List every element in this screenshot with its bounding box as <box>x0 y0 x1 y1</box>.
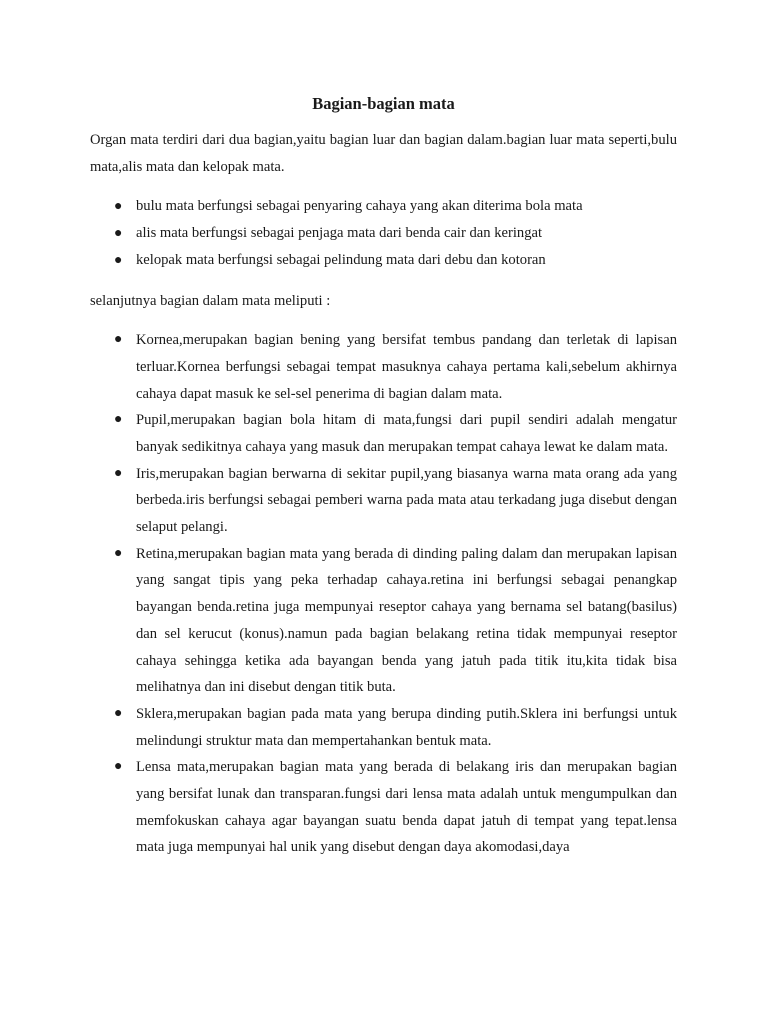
list-item <box>114 193 677 220</box>
list-item-text: Pupil,merupakan bagian bola hitam di mata,fungsi dari pupil sendiri adalah mengatur banyak sedikitnya cahaya yang masuk dan merupakan tempat cahaya lewat ke dalam mata. <box>136 412 677 455</box>
outer-parts-list <box>90 193 677 274</box>
bullet-icon: ● <box>114 253 123 269</box>
list-item <box>114 754 677 861</box>
bullet-icon: ● <box>114 199 123 215</box>
bullet-icon: ● <box>114 412 123 428</box>
document-title: Bagian-bagian mata <box>312 94 455 113</box>
bullet-icon: ● <box>114 332 123 348</box>
document-page <box>90 92 677 861</box>
list-item-text: Sklera,merupakan bagian pada mata yang berupa dinding putih.Sklera ini berfungsi untuk melindungi struktur mata dan mempertahankan bentuk mata. <box>136 705 677 749</box>
list-item <box>114 220 677 247</box>
list-item <box>114 701 677 754</box>
list-item <box>114 407 677 460</box>
bullet-icon: ● <box>114 465 123 481</box>
list-item-text: Lensa mata,merupakan bagian mata yang berada di belakang iris dan merupakan bagian yang bersifat lunak dan transparan.fungsi dari lensa mata adalah untuk mengumpulkan dan memfokuskan cahaya agar bayangan suatu benda dapat jatuh di tempat yang tepat.lensa mata juga mempunyai hal unik yang disebut dengan daya akomodasi,daya <box>136 759 677 856</box>
list-item <box>114 327 677 407</box>
list-item-text: bulu mata berfungsi sebagai penyaring cahaya yang akan diterima bola mata <box>136 198 583 215</box>
list-item-text: Iris,merupakan bagian berwarna di sekitar pupil,yang biasanya warna mata orang ada yang berbeda.iris berfungsi sebagai pemberi warna pada mata atau terkadang juga disebut dengan selaput pelangi. <box>136 465 677 536</box>
bullet-icon: ● <box>114 759 123 775</box>
list-item-text: Kornea,merupakan bagian bening yang bersifat tembus pandang dan terletak di lapisan terluar.Kornea berfungsi sebagai tempat masuknya cahaya pertama kali,sebelum akhirnya cahaya dapat masuk ke sel-sel penerima di bagian dalam mata. <box>136 332 677 402</box>
list-item <box>114 541 677 701</box>
inner-parts-list <box>90 327 677 861</box>
list-item-text: Retina,merupakan bagian mata yang berada di dinding paling dalam dan merupakan lapisan yang sangat tipis yang peka terhadap cahaya.retina ini berfungsi sebagai penangkap bayangan benda.retina juga mempunyai reseptor cahaya yang bernama sel batang(basilus) dan sel kerucut (konus).namun pada bagian belakang retina tidak mempunyai reseptor cahaya sehingga ketika ada bayangan benda yang jatuh pada titik itu,kita tidak bisa melihatnya dan ini disebut dengan titik buta. <box>136 545 677 696</box>
list-item-text: alis mata berfungsi sebagai penjaga mata dari benda cair dan keringat <box>136 225 543 242</box>
inner-intro-paragraph: selanjutnya bagian dalam mata meliputi : <box>90 293 331 310</box>
bullet-icon: ● <box>114 545 123 561</box>
bullet-icon: ● <box>114 705 123 721</box>
list-item-text: kelopak mata berfungsi sebagai pelindung mata dari debu dan kotoran <box>136 252 546 269</box>
bullet-icon: ● <box>114 226 123 242</box>
list-item <box>114 247 677 274</box>
list-item <box>114 461 677 541</box>
intro-paragraph: Organ mata terdiri dari dua bagian,yaitu bagian luar dan bagian dalam.bagian luar mata seperti,bulu mata,alis mata dan kelopak mata. <box>90 132 677 175</box>
